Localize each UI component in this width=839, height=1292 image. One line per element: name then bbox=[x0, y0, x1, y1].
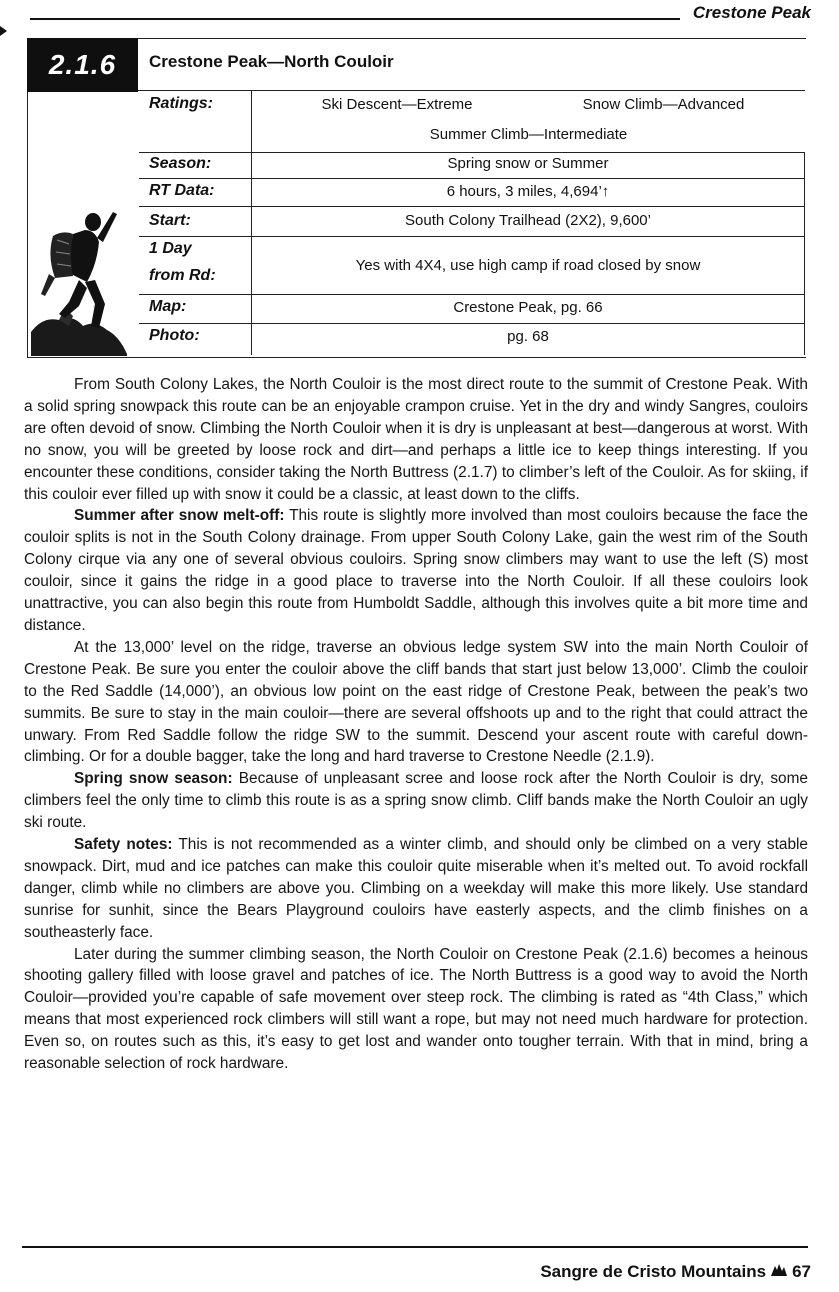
summer-climb-rating: Summer Climb—Intermediate bbox=[429, 126, 628, 143]
one-day-label-line1: 1 Day bbox=[149, 240, 192, 257]
running-head: Crestone Peak bbox=[692, 3, 811, 22]
spring-heading: Spring snow season: bbox=[74, 770, 233, 788]
spring-text: Because of unpleasant scree and loose rock after the North Couloir is dry, some climbers feel the only time to climb this route is as a spring snow climb. Cliff bands make the North Couloir an ugly ski route. bbox=[24, 770, 808, 832]
page-number: 67 bbox=[792, 1262, 811, 1281]
header-rule bbox=[30, 18, 680, 20]
one-day-row bbox=[139, 237, 805, 295]
ratings-row bbox=[139, 91, 805, 153]
photo-value bbox=[251, 324, 805, 355]
start-row bbox=[139, 207, 805, 237]
traverse-paragraph: At the 13,000’ level on the ridge, traverse an obvious ledge system SW into the main North Couloir of Crestone Peak. Be sure you enter the couloir above the cliff bands that start just below 13,000’. Climb the couloir to the Red Saddle (14,000’), an obvious low point on the east ridge of Crestone Peak, between the peak’s two summits. Be sure to stay in the main couloir—there are several offshoots up and to the right that could attract the unwary. From Red Saddle follow the ridge SW to the summit. Descend your ascent route with careful down-climbing. Or for a double bagger, take the long and hard traverse to Crestone Needle (2.1.9). bbox=[24, 638, 808, 766]
footer-section-title: Sangre de Cristo Mountains bbox=[540, 1262, 767, 1281]
mountain-climbers-icon bbox=[770, 1262, 788, 1282]
map-text: Crestone Peak, pg. 66 bbox=[453, 299, 603, 316]
safety-heading: Safety notes: bbox=[74, 836, 173, 854]
summer-heading: Summer after snow melt-off: bbox=[74, 507, 285, 525]
season-label: Season: bbox=[149, 155, 212, 172]
route-description bbox=[24, 374, 808, 1075]
rt-data-value bbox=[251, 179, 805, 206]
safety-text: This is not recommended as a winter climb, and should only be climbed on a very stable snowpack. Dirt, mud and ice patches can make this couloir quite miserable when it’s melted out. To avoid rockfall danger, climb while no climbers are above you. Climbing on a weekday will make this more likely. Use standard sunrise for sunhit, since the Bears Playground couloirs have easterly aspects, and the climb finishes on a southeasterly face. bbox=[24, 836, 808, 941]
north-buttress-paragraph: Later during the summer climbing season, the North Couloir on Crestone Peak (2.1.6) becomes a heinous shooting gallery filled with loose gravel and patches of ice. The North Buttress is a good way to avoid the North Couloir—provided you’re capable of safe movement over steep rock. The climbing is rated as “4th Class,” which means that most experienced rock climbers will still want a rope, but may not need much hardware for protection. Even so, on routes such as this, it’s easy to get lost and wander onto tougher terrain. With that in mind, bring a reasonable selection of rock hardware. bbox=[24, 945, 808, 1073]
route-number-badge: 2.1.6 bbox=[27, 38, 138, 92]
spring-paragraph bbox=[24, 768, 808, 834]
one-day-text: Yes with 4X4, use high camp if road closed by snow bbox=[355, 257, 701, 274]
ratings-label: Ratings: bbox=[149, 95, 213, 112]
start-label: Start: bbox=[149, 212, 191, 229]
page-footer bbox=[540, 1262, 811, 1282]
photo-row bbox=[139, 324, 805, 355]
start-value bbox=[251, 207, 805, 236]
footer-rule bbox=[22, 1246, 808, 1248]
safety-paragraph bbox=[24, 834, 808, 944]
one-day-label-line2: from Rd: bbox=[149, 267, 216, 284]
rt-data-text: 6 hours, 3 miles, 4,694’↑ bbox=[446, 183, 610, 200]
rt-data-row bbox=[139, 179, 805, 207]
ski-descent-rating: Ski Descent—Extreme bbox=[321, 96, 473, 113]
climber-illustration bbox=[29, 204, 129, 356]
route-title: Crestone Peak—North Couloir bbox=[149, 52, 394, 71]
snow-climb-rating: Snow Climb—Advanced bbox=[582, 96, 745, 113]
intro-paragraph: From South Colony Lakes, the North Couloir is the most direct route to the summit of Crestone Peak. With a solid spring snowpack this route can be an enjoyable crampon cruise. Yet in the dry and windy Sangres, couloirs are often devoid of snow. Climbing the North Couloir when it is dry is unpleasant at best—dangerous at worst. With no snow, you will be greeted by loose rock and dirt—and perhaps a little ice to keep things interesting. If you encounter these conditions, consider taking the North Buttress (2.1.7) to climber’s left of the Couloir. As for skiing, if this couloir ever filled up with snow it could be a classic, at least down to the cliffs. bbox=[24, 376, 808, 503]
summer-text: This route is slightly more involved than most couloirs because the face the couloir splits is not in the South Colony drainage. From upper South Colony Lake, gain the west rim of the South Colony cirque via any one of several obvious couloirs. Spring snow climbers may want to use the left (S) most couloir, since it gains the ridge in a good place to traverse into the North Couloir. If all these couloirs look unattractive, you can also begin this route from Humboldt Saddle, although this involves quite a bit more time and distance. bbox=[24, 507, 808, 634]
season-text: Spring snow or Summer bbox=[447, 155, 609, 172]
map-label: Map: bbox=[149, 298, 187, 315]
photo-label: Photo: bbox=[149, 327, 200, 344]
season-value bbox=[251, 153, 805, 178]
ratings-value bbox=[251, 91, 805, 152]
photo-text: pg. 68 bbox=[507, 328, 549, 345]
map-value bbox=[251, 295, 805, 323]
season-row bbox=[139, 153, 805, 179]
rt-data-label: RT Data: bbox=[149, 182, 215, 199]
route-info-box bbox=[27, 38, 805, 358]
page-edge-marker bbox=[0, 26, 7, 36]
map-row bbox=[139, 295, 805, 324]
start-text: South Colony Trailhead (2X2), 9,600’ bbox=[405, 212, 651, 229]
summer-paragraph bbox=[24, 505, 808, 636]
one-day-value bbox=[251, 237, 805, 294]
